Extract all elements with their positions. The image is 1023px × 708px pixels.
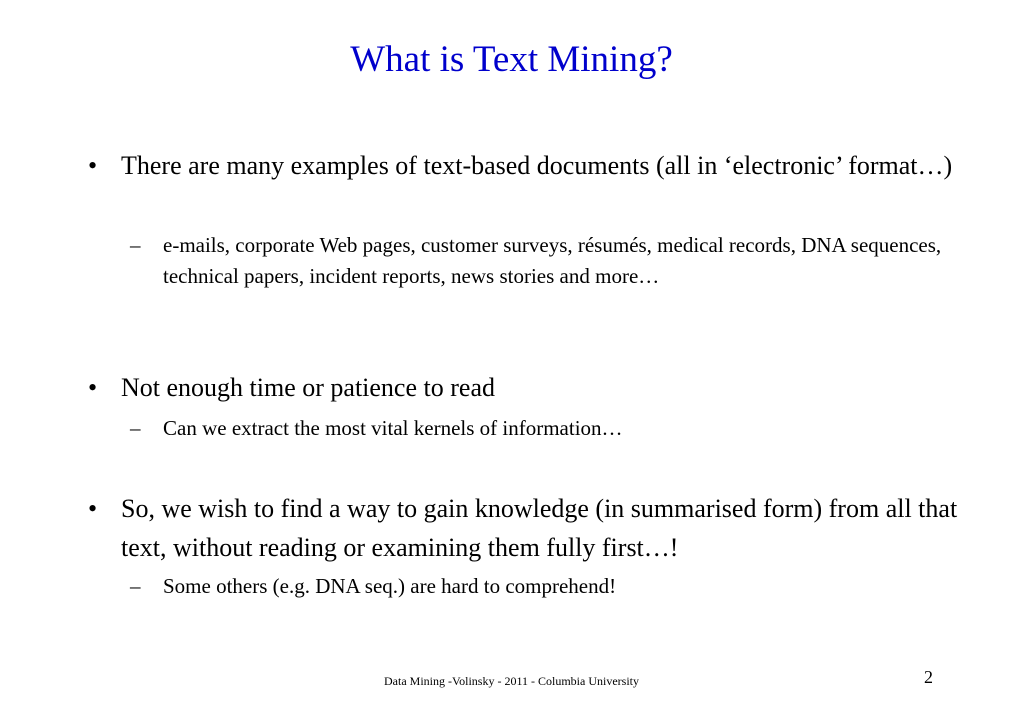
sub-bullet-item — [130, 230, 950, 292]
bullet-text: Not enough time or patience to read — [121, 373, 495, 402]
bullet-text: So, we wish to find a way to gain knowledge (in summarised form) from all that text, without reading or examining them fully first…! — [121, 494, 958, 562]
dash-marker: – — [130, 416, 141, 440]
sub-bullet-item — [130, 571, 950, 602]
sub-bullet-text: Some others (e.g. DNA seq.) are hard to comprehend! — [163, 574, 617, 598]
sub-bullet-text: Can we extract the most vital kernels of information… — [163, 416, 623, 440]
bullet-marker: • — [88, 373, 98, 402]
slide-footer: Data Mining -Volinsky - 2011 - Columbia University — [384, 674, 639, 688]
bullet-marker: • — [88, 151, 98, 180]
sub-bullet-item — [130, 413, 950, 444]
bullet-text: There are many examples of text-based documents (all in ‘electronic’ format…) — [121, 151, 953, 180]
sub-bullet-text: e-mails, corporate Web pages, customer surveys, résumés, medical records, DNA sequences, technical papers, incident reports, news stories and more… — [163, 233, 942, 288]
page-number: 2 — [924, 667, 933, 687]
bullet-item — [78, 368, 958, 407]
bullet-item — [78, 489, 958, 567]
bullet-item — [78, 146, 958, 185]
slide-title: What is Text Mining? — [350, 39, 673, 80]
bullet-marker: • — [88, 494, 98, 523]
dash-marker: – — [130, 574, 141, 598]
dash-marker: – — [130, 233, 141, 257]
